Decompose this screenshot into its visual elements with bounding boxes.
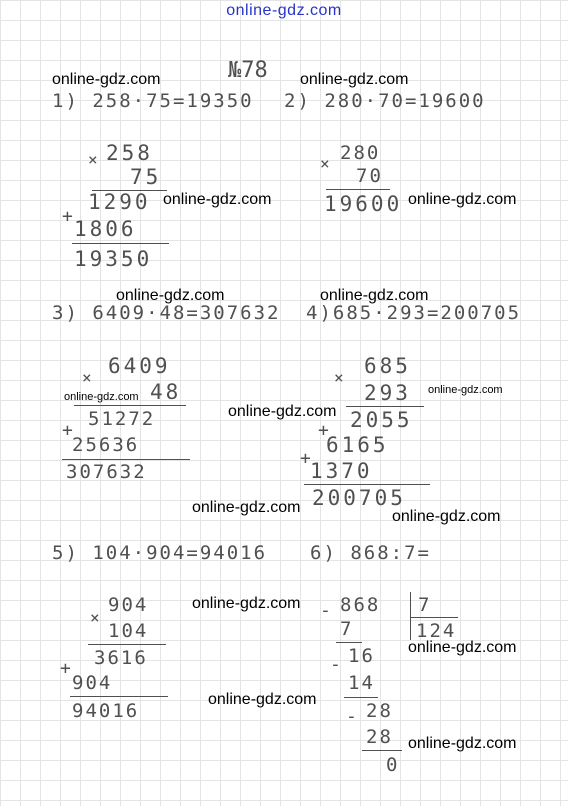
- plus-sign: +: [60, 658, 71, 679]
- watermark: online-gdz.com: [116, 287, 225, 304]
- problem-6-step2: 16: [348, 645, 375, 667]
- problem-4-rule: [304, 484, 430, 485]
- minus-sign: -: [346, 706, 357, 727]
- problem-5-rule: [88, 644, 166, 645]
- problem-6-rule: [344, 697, 378, 698]
- problem-5-partial1: 3616: [94, 647, 148, 669]
- problem-6-equation: 6) 868:7=: [310, 542, 431, 564]
- problem-4-equation: 4)685·293=200705: [306, 302, 522, 324]
- minus-sign: -: [320, 600, 331, 621]
- problem-4-partial3: 1370: [310, 459, 373, 483]
- watermark: online-gdz.com: [428, 384, 503, 396]
- watermark: online-gdz.com: [320, 287, 429, 304]
- problem-6-dividend: 868: [340, 594, 381, 616]
- problem-4-rule: [346, 406, 424, 407]
- problem-2-factor1: 280: [340, 142, 381, 164]
- multiply-sign: ×: [320, 154, 330, 173]
- watermark: online-gdz.com: [163, 191, 272, 208]
- watermark: online-gdz.com: [64, 391, 139, 403]
- watermark: online-gdz.com: [228, 403, 337, 420]
- plus-sign: +: [62, 420, 73, 441]
- problem-5-partial2: 904: [72, 672, 113, 694]
- plus-sign: +: [300, 448, 311, 469]
- multiply-sign: ×: [334, 368, 344, 387]
- watermark: online-gdz.com: [408, 639, 517, 656]
- problem-2-equation: 2) 280·70=19600: [284, 90, 486, 112]
- task-number: №78: [228, 58, 268, 83]
- watermark: online-gdz.com: [52, 71, 161, 88]
- watermark: online-gdz.com: [300, 71, 409, 88]
- problem-3-rule: [74, 405, 186, 406]
- site-header[interactable]: online-gdz.com: [226, 2, 342, 19]
- problem-1-rule: [72, 243, 169, 244]
- problem-2-factor2: 70: [356, 165, 383, 187]
- problem-2-rule: [326, 189, 390, 190]
- problem-6-step5: 28: [366, 726, 393, 748]
- watermark: online-gdz.com: [392, 508, 501, 525]
- problem-4-partial1: 2055: [350, 408, 413, 432]
- problem-6-step3: 14: [348, 672, 375, 694]
- problem-6-quotient-rule: [410, 617, 458, 618]
- problem-1-factor1: 258: [106, 141, 153, 165]
- problem-5-result: 94016: [72, 700, 140, 722]
- watermark: online-gdz.com: [192, 595, 301, 612]
- problem-1-result: 19350: [74, 247, 153, 271]
- problem-5-factor1: 904: [108, 594, 149, 616]
- problem-6-remainder: 0: [386, 754, 400, 776]
- multiply-sign: ×: [88, 150, 98, 169]
- problem-3-factor1: 6409: [108, 354, 171, 378]
- problem-3-factor2: 48: [150, 380, 182, 404]
- problem-3-equation: 3) 6409·48=307632: [52, 302, 281, 324]
- problem-1-factor2: 75: [130, 165, 162, 189]
- multiply-sign: ×: [90, 608, 100, 627]
- problem-6-step4: 28: [366, 700, 393, 722]
- plus-sign: +: [318, 420, 329, 441]
- plus-sign: +: [62, 206, 73, 227]
- problem-4-result: 200705: [312, 486, 406, 510]
- problem-6-rule: [336, 642, 362, 643]
- problem-3-result: 307632: [66, 461, 147, 483]
- watermark: online-gdz.com: [192, 499, 301, 516]
- problem-5-factor2: 104: [108, 620, 149, 642]
- problem-4-factor1: 685: [364, 354, 411, 378]
- problem-3-rule: [62, 459, 190, 460]
- problem-4-partial2: 6165: [326, 433, 389, 457]
- watermark: online-gdz.com: [408, 191, 517, 208]
- problem-2-result: 19600: [324, 192, 403, 216]
- multiply-sign: ×: [82, 368, 92, 387]
- problem-4-factor2: 293: [364, 381, 411, 405]
- problem-6-rule: [362, 750, 402, 751]
- problem-1-partial2: 1806: [74, 217, 137, 241]
- watermark: online-gdz.com: [408, 735, 517, 752]
- problem-3-partial2: 25636: [72, 434, 140, 456]
- watermark: online-gdz.com: [208, 691, 317, 708]
- problem-6-quotient: 124: [416, 620, 457, 642]
- problem-1-partial1: 1290: [88, 190, 151, 214]
- problem-6-divisor: 7: [418, 594, 432, 616]
- minus-sign: -: [330, 654, 341, 675]
- problem-1-equation: 1) 258·75=19350: [52, 90, 254, 112]
- problem-5-equation: 5) 104·904=94016: [52, 542, 268, 564]
- problem-6-step1: 7: [340, 618, 354, 640]
- problem-3-partial1: 51272: [88, 408, 156, 430]
- problem-5-rule: [70, 696, 168, 697]
- problem-6-division-bar: [410, 592, 411, 640]
